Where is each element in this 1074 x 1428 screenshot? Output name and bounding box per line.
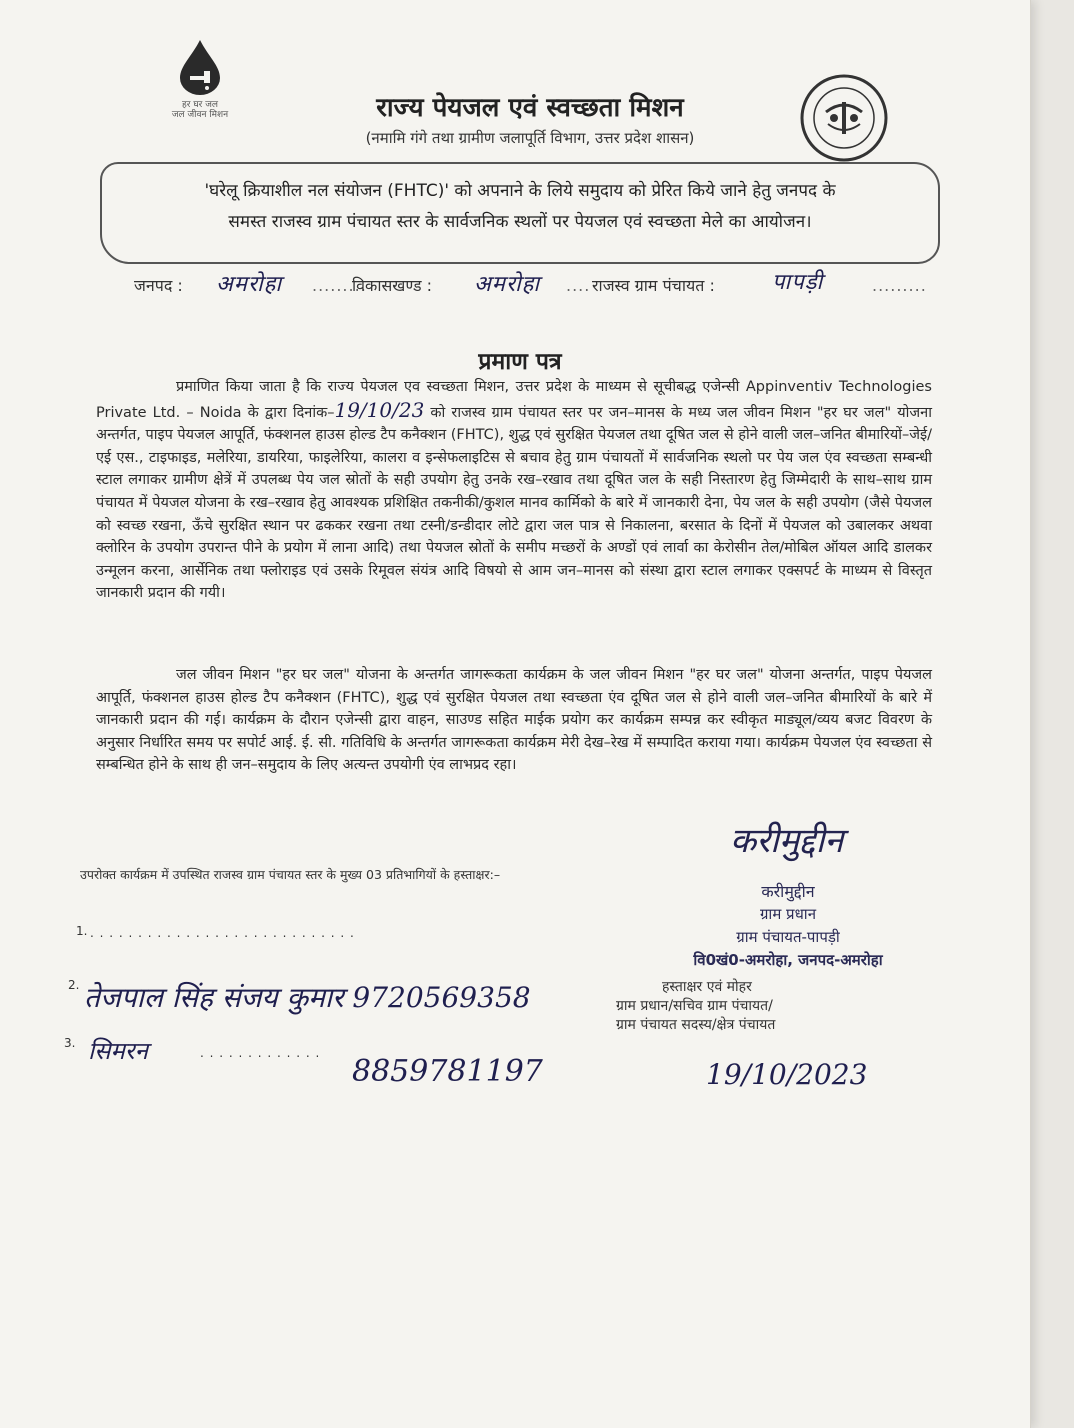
signatory-caption: [616, 978, 876, 1035]
panchayat-label: राजस्व ग्राम पंचायत :: [592, 276, 715, 295]
p1-text-after-date: को राजस्व ग्राम पंचायत स्तर पर जन–मानस के मध्य जल जीवन मिशन "हर घर जल" योजना अन्तर्गत, पाइप पेयजल आपूर्ति, फंक्शनल हाउस होल्ड टैप कनैक्शन (FHTC), शुद्ध एवं सुरक्षित पेयजल तथा दूषित जल से होने वाली जल–जनित बीमारियों–जेई/एई एस., टाइफाइड, मलेरिया, डायरिया, फाइलेरिया, कालरा व इन्सेफलाइटिस से बचाव हेतु ग्राम पंचायतों में सार्वजनिक स्थलो पर पेय जल एंव स्वच्छता सम्बन्धी स्टाल लगाकर ग्रामीण क्षेत्रें में उपलब्ध पेय जल स्रोतों के सही उपयोग हेतु उनके रख–रखाव तथा दूषित जल के सही निस्तारण हेतु जिम्मेदारी के साथ–साथ ग्राम पंचायत में पेयजल योजना के रख–रखाव हेतु आवश्यक प्रशिक्षित तकनीकी/कुशल मानव कार्मिको के बारे में जानकारी देना, पेय जल के सही उपयोग (जैसे पेयजल को स्वच्छ रखना, ऊँचे सुरक्षित स्थान पर ढककर रखना तथा टस्नी/डन्डीदार लोटे द्वारा जल पात्र से निकालना, बरसात के दिनों में पेयजल को उबालकर अथवा क्लोरिन के उपयोग उपरान्त पीने के प्रयोग में लाना आदि) तथा पेयजल स्रोतों के समीप मच्छरों के अण्डों एवं लार्वा का केरोसीन तेल/मोबिल ऑयल आदि डालकर उन्मूलन करना, आर्सेनिक तथा फ्लोराइड एवं उसके रिमूवल संयंत्र आदि विषयो से आम जन–मानस को संस्था द्वारा स्टाल लगाकर एक्सपर्ट के माध्यम से विस्तृत जानकारी प्रदान की गयी।: [96, 404, 932, 602]
up-govt-emblem: [798, 72, 890, 164]
attendee-3-signature: सिमरन: [88, 1037, 148, 1065]
location-row: [120, 268, 940, 308]
sign-date: 19/10/2023: [706, 1058, 868, 1091]
panchayat-dots: .........: [872, 276, 927, 295]
attendee-3-number: 3.: [64, 1036, 76, 1050]
banner-line-2: समस्त राजस्व ग्राम पंचायत स्तर के सार्वजनिक स्थलों पर पेयजल एवं स्वच्छता मेले का आयोजन।: [228, 212, 812, 232]
stamp-name: करीमुद्दीन: [761, 882, 815, 901]
caption-roles-1: ग्राम प्रधान/सचिव ग्राम पंचायत/: [616, 998, 773, 1014]
page-title: राज्य पेयजल एवं स्वच्छता मिशन: [376, 93, 684, 123]
har-ghar-jal-logo: [160, 38, 240, 120]
block-value: अमरोहा: [474, 272, 541, 297]
logo-caption-2: जल जीवन मिशन: [171, 110, 229, 120]
certificate-paragraph-2: जल जीवन मिशन "हर घर जल" योजना के अन्तर्गत जागरूकता कार्यक्रम के जल जीवन मिशन "हर घर जल" योजना अन्तर्गत, पाइप पेयजल आपूर्ति, फंक्शनल हाउस होल्ड टैप कनैक्शन (FHTC), शुद्ध एवं सुरक्षित पेयजल तथा स्वच्छता एंव दूषित जल से होने वाली जल–जनित बीमारियों के बारे में जानकारी प्रदान की गई। कार्यक्रम के दौरान एजेन्सी द्वारा वाहन, साउण्ड सहित माईक प्रयोग कर कार्यक्रम सम्पन्न कर स्वीकृत माड्यूल/व्यय बजट विवरण के अनुसार निर्धारित समय पर सपोर्ट आई. ई. सी. गतिविधि के अन्तर्गत जागरूकता कार्यक्रम मेरी देख–रेख में सम्पादित कराया गया। कार्यक्रम पेयजल एंव स्वच्छता से सम्बन्धित होने के साथ ही जन–समुदाय के लिए अत्यन्त उपयोगी एंव लाभप्रद रहा।: [96, 667, 932, 774]
logo-caption-1: हर घर जल: [182, 100, 218, 110]
caption-roles-2: ग्राम पंचायत सदस्य/क्षेत्र पंचायत: [616, 1017, 776, 1033]
block-dots: ....: [566, 276, 591, 295]
district-label: जनपद :: [134, 276, 183, 295]
page-subtitle: (नमामि गंगे तथा ग्रामीण जलापूर्ति विभाग, उत्तर प्रदेश शासन): [365, 129, 695, 147]
stamp-block: वि0खं0-अमरोहा, जनपद-अमरोहा: [693, 951, 883, 969]
attendee-3-line: . . . . . . . . . . . . .: [200, 1046, 321, 1060]
caption-sign-and-seal: हस्ताक्षर एवं मोहर: [662, 979, 752, 995]
event-banner: [100, 162, 940, 264]
stamp-role: ग्राम प्रधान: [759, 905, 817, 923]
attendee-2-number: 2.: [68, 978, 80, 992]
block-label: विकासखण्ड :: [352, 276, 433, 295]
district-value: अमरोहा: [216, 272, 283, 297]
water-drop-icon: [170, 38, 230, 96]
district-dots: .........: [312, 276, 367, 295]
attendee-3-phone: 8859781197: [352, 1054, 543, 1089]
attendee-2-signature: तेजपाल सिंह संजय कुमार 9720569358: [84, 981, 531, 1014]
emblem-seal-icon: [798, 72, 890, 164]
certificate-heading: प्रमाण पत्र: [478, 349, 562, 375]
p1-text-before-date: प्रमाणित किया जाता है कि राज्य पेयजल एव स्वच्छता मिशन, उत्तर प्रदेश के माध्यम से सूचीबद्ध एजेन्सी Appinventiv Technologies Private Ltd. – Noida के द्वारा दिनांक–: [96, 379, 932, 421]
pradhan-signature: [730, 816, 843, 862]
certificate-paragraph-1: [96, 376, 932, 605]
pradhan-signature-text: करीमुद्दीन: [730, 821, 844, 861]
panchayat-value: पापड़ी: [772, 270, 824, 295]
event-date: 19/10/23: [334, 397, 425, 422]
attendee-1-line: . . . . . . . . . . . . . . . . . . . . . . . . . . . .: [90, 926, 355, 940]
pradhan-stamp: [668, 880, 908, 972]
banner-line-1: 'घरेलू क्रियाशील नल संयोजन (FHTC)' को अपनाने के लिये समुदाय को प्रेरित किये जाने हेतु जनपद के: [204, 181, 836, 201]
stamp-panchayat: ग्राम पंचायत-पापड़ी: [736, 928, 840, 946]
attendees-label: उपरोक्त कार्यक्रम में उपस्थित राजस्व ग्राम पंचायत स्तर के मुख्य 03 प्रतिभागियों के हस्ताक्षर:–: [80, 867, 501, 882]
attendee-1-number: 1.: [76, 924, 88, 938]
